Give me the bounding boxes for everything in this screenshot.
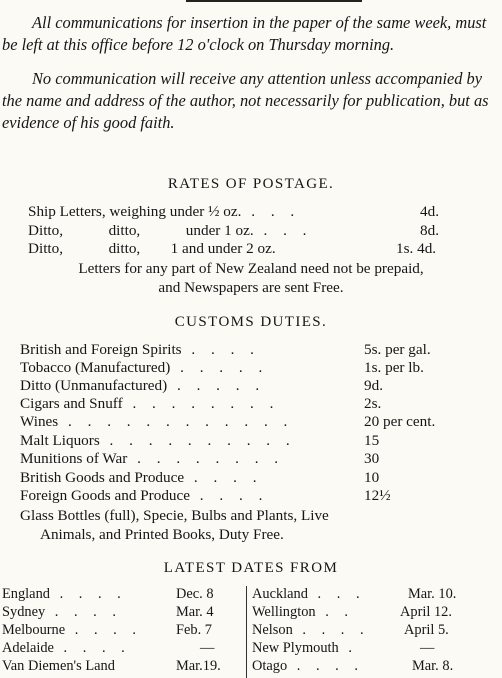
dates-row-right [252, 640, 358, 657]
dates-row-left [2, 604, 122, 621]
date-place: Wellington [252, 604, 316, 620]
date-value: — [420, 640, 435, 656]
dates-row-right [252, 586, 366, 603]
postage-item: Ditto, ditto, 1 and under 2 oz. [28, 240, 276, 257]
dates-row-right [252, 658, 364, 675]
duty-free-line2: Animals, and Printed Books, Duty Free. [40, 526, 284, 543]
dates-row-left [2, 658, 115, 675]
customs-item: Cigars and Snuff [20, 395, 123, 412]
dot-leader: . . . . [45, 604, 122, 620]
customs-row [20, 413, 293, 430]
customs-rate: 12½ [364, 487, 391, 504]
customs-row [20, 450, 284, 467]
dates-row-left [2, 622, 142, 639]
customs-row [20, 487, 268, 504]
dot-leader: . . . [307, 586, 366, 602]
dot-leader: . . . . [184, 469, 263, 486]
customs-row [20, 377, 265, 394]
date-value: Mar. 10. [408, 586, 457, 602]
customs-row [20, 341, 260, 358]
date-place: Van Diemen's Land [2, 658, 115, 674]
date-place: Nelson [252, 622, 293, 638]
postage-item: Ditto, ditto, under 1 oz. [28, 222, 254, 239]
customs-rate: 10 [364, 469, 380, 486]
date-value: April 12. [400, 604, 452, 620]
notices [2, 12, 498, 134]
dot-leader: . . . . [292, 622, 370, 638]
customs-item: British and Foreign Spirits [20, 341, 182, 358]
dot-leader: . . . . . . . . [122, 395, 280, 412]
dot-leader: . . . . [49, 586, 127, 602]
customs-item: Malt Liquors [20, 432, 100, 449]
date-value: Feb. 7 [176, 622, 212, 638]
dot-leader: . . . . [190, 487, 269, 504]
customs-row [20, 395, 279, 412]
notice-submission-deadline: All communications for insertion in the paper of the same week, must be left at this office before 12 o'clock on Thursday morning. [2, 13, 487, 54]
date-place: Adelaide [2, 640, 54, 656]
dot-leader: . . . . . . . . [127, 450, 285, 467]
dot-leader: . . . . [181, 341, 260, 358]
date-value: Mar. 4 [176, 604, 214, 620]
dot-leader: . . . [253, 222, 313, 239]
dates-heading: LATEST DATES FROM [163, 560, 339, 576]
date-place: England [2, 586, 50, 602]
postage-rate: 4d. [420, 203, 439, 220]
date-place: Auckland [252, 586, 308, 602]
postage-rate: 1s. 4d. [396, 240, 437, 257]
dot-leader: . . . [241, 203, 301, 220]
date-value: Mar.19. [176, 658, 221, 674]
date-value: — [200, 640, 215, 656]
date-place: New Plymouth [252, 640, 339, 656]
customs-rate: 2s. [364, 395, 382, 412]
postage-rate: 8d. [420, 222, 439, 239]
column-divider [246, 586, 247, 678]
postage-note-line1: Letters for any part of New Zealand need not be prepaid, [78, 260, 424, 277]
date-place: Otago [252, 658, 288, 674]
dates-row-right [252, 604, 354, 621]
customs-rate: 5s. per gal. [364, 341, 431, 358]
dates-row-left [2, 586, 127, 603]
dot-leader: . . . . [65, 622, 142, 638]
postage-row [28, 240, 276, 257]
duty-free-line1: Glass Bottles (full), Specie, Bulbs and Plants, Live [20, 507, 329, 524]
dot-leader: . . . . . [167, 377, 266, 394]
postage-heading: RATES OF POSTAGE. [167, 176, 335, 192]
dot-leader: . . . . [287, 658, 364, 674]
dot-leader: . [338, 640, 358, 656]
customs-rate: 9d. [364, 377, 383, 394]
latest-dates-table [0, 586, 502, 678]
date-value: Dec. 8 [176, 586, 214, 602]
date-place: Melbourne [2, 622, 66, 638]
dot-leader: . . . . . . . . . . [99, 432, 296, 449]
customs-item: British Goods and Produce [20, 469, 185, 486]
dot-leader: . . . . . . . . . . . . [58, 413, 294, 430]
dates-row-left [2, 640, 131, 657]
customs-rate: 30 [364, 450, 380, 467]
customs-row [20, 469, 262, 486]
customs-row [20, 432, 296, 449]
customs-item: Tobacco (Manufactured) [20, 359, 171, 376]
date-place: Sydney [2, 604, 46, 620]
customs-item: Munitions of War [20, 450, 128, 467]
customs-row [20, 359, 268, 376]
customs-item: Wines [20, 413, 59, 430]
customs-heading: CUSTOMS DUTIES. [174, 314, 328, 330]
postage-row [28, 222, 312, 239]
postage-row [28, 203, 300, 220]
customs-rate: 1s. per lb. [364, 359, 424, 376]
date-value: Mar. 8. [412, 658, 454, 674]
notice-author-identification: No communication will receive any attention unless accompanied by the name and address of the author, not necessarily for publication, but as evidence of his good faith. [2, 69, 489, 132]
customs-rate: 15 [364, 432, 380, 449]
postage-note-line2: and Newspapers are sent Free. [158, 279, 344, 296]
postage-item: Ship Letters, weighing under ½ oz. [28, 203, 242, 220]
customs-rate: 20 per cent. [364, 413, 436, 430]
dot-leader: . . . . [53, 640, 131, 656]
customs-item: Foreign Goods and Produce [20, 487, 190, 504]
date-value: April 5. [404, 622, 449, 638]
customs-item: Ditto (Unmanufactured) [20, 377, 168, 394]
dates-row-right [252, 622, 370, 639]
dot-leader: . . . . . [170, 359, 269, 376]
dot-leader: . . [315, 604, 354, 620]
top-rule [186, 0, 362, 2]
